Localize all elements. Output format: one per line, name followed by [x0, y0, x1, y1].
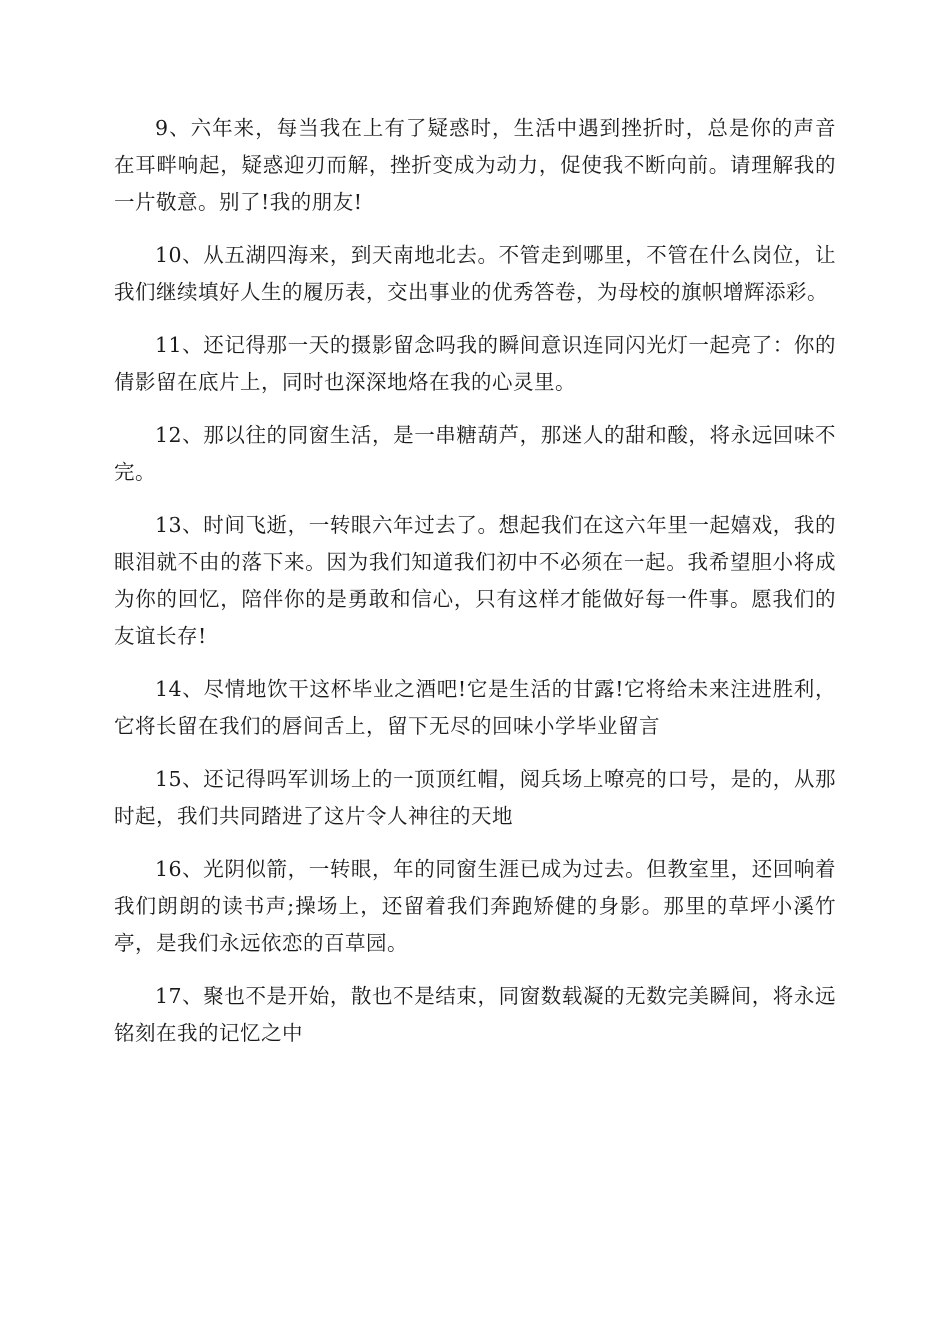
- paragraph-15: 15、还记得吗军训场上的一顶顶红帽，阅兵场上嘹亮的口号，是的，从那时起，我们共同踏进了这片令人神往的天地: [114, 767, 836, 828]
- document-body: [114, 110, 836, 1068]
- paragraph-17: 17、聚也不是开始，散也不是结束，同窗数载凝的无数完美瞬间，将永远铭刻在我的记忆之中: [114, 984, 836, 1045]
- paragraph-10: 10、从五湖四海来，到天南地北去。不管走到哪里，不管在什么岗位，让我们继续填好人生的履历表，交出事业的优秀答卷，为母校的旗帜增辉添彩。: [114, 243, 836, 304]
- paragraph-13: 13、时间飞逝，一转眼六年过去了。想起我们在这六年里一起嬉戏，我的眼泪就不由的落下来。因为我们知道我们初中不必须在一起。我希望胆小将成为你的回忆，陪伴你的是勇敢和信心，只有这样才能做好每一件事。愿我们的友谊长存!: [114, 513, 836, 648]
- paragraph-12: 12、那以往的同窗生活，是一串糖葫芦，那迷人的甜和酸，将永远回味不完。: [114, 423, 836, 484]
- paragraph-14: 14、尽情地饮干这杯毕业之酒吧!它是生活的甘露!它将给未来注进胜利，它将长留在我们的唇间舌上，留下无尽的回味小学毕业留言: [114, 677, 836, 738]
- paragraph-11: 11、还记得那一天的摄影留念吗我的瞬间意识连同闪光灯一起亮了：你的倩影留在底片上，同时也深深地烙在我的心灵里。: [114, 333, 836, 394]
- paragraph-9: 9、六年来，每当我在上有了疑惑时，生活中遇到挫折时，总是你的声音在耳畔响起，疑惑迎刃而解，挫折变成为动力，促使我不断向前。请理解我的一片敬意。别了!我的朋友!: [114, 116, 836, 214]
- paragraph-16: 16、光阴似箭，一转眼，年的同窗生涯已成为过去。但教室里，还回响着我们朗朗的读书声;操场上，还留着我们奔跑矫健的身影。那里的草坪小溪竹亭，是我们永远依恋的百草园。: [114, 857, 836, 955]
